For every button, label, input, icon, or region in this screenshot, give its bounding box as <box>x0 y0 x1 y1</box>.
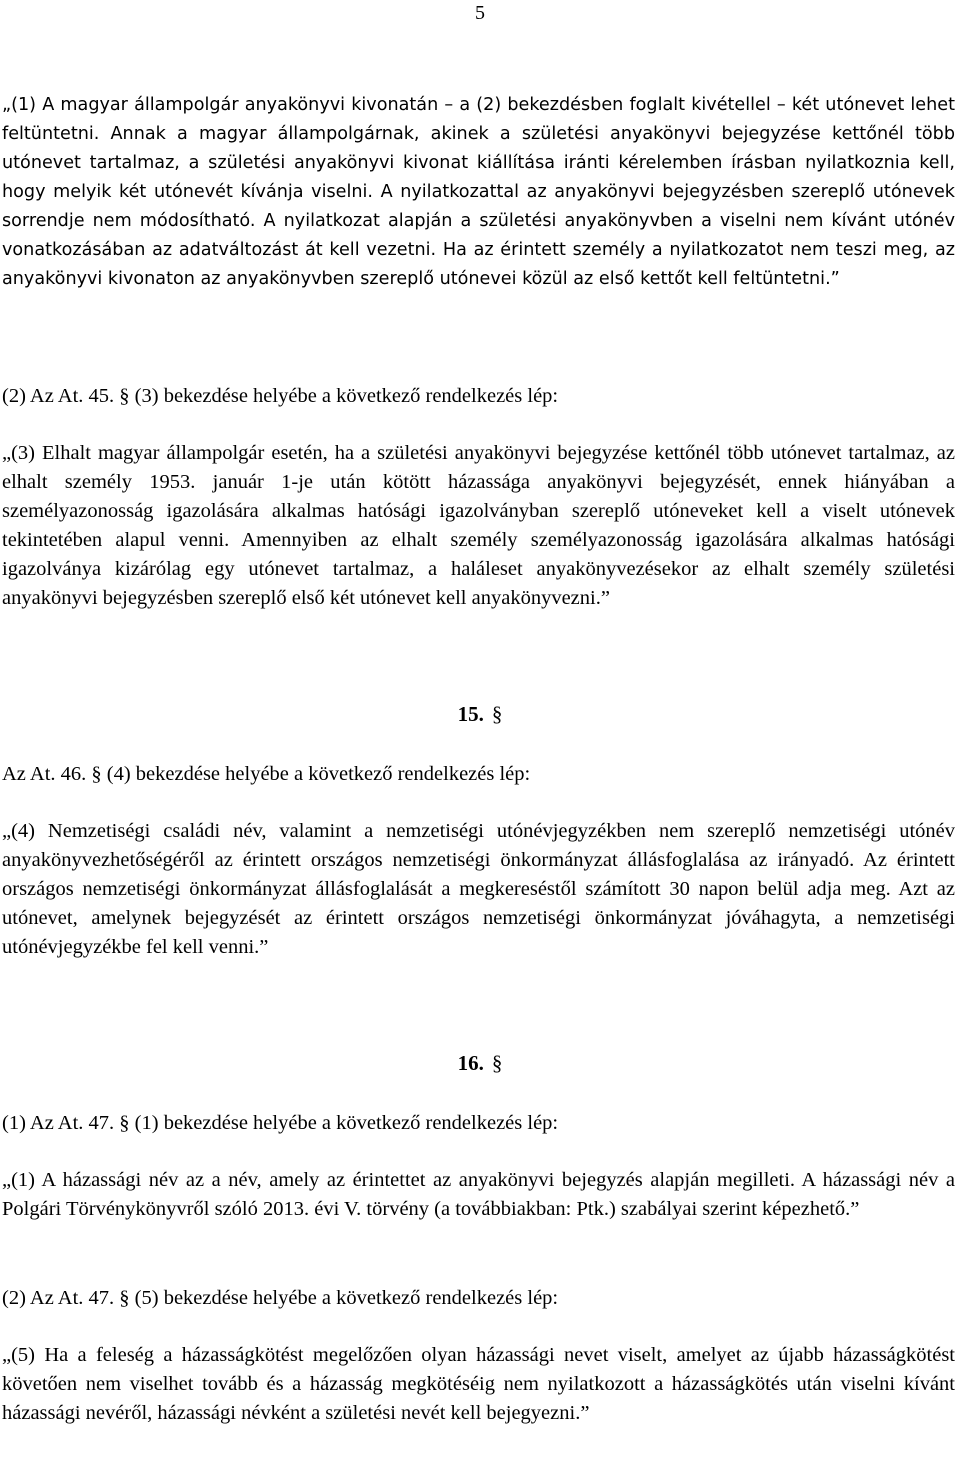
section-number: 15. <box>457 702 484 726</box>
section-heading-16 <box>0 1051 960 1076</box>
section-sign: § <box>491 1051 503 1075</box>
section-sign: § <box>491 702 503 726</box>
section-number: 16. <box>457 1051 484 1075</box>
paragraph-at-section-3: „(3) Elhalt magyar állampolgár esetén, ha a születési anyakönyvi bejegyzése kettőnél több utónevet tartalmaz, az elhalt személy 1953. január 1-je után kötött házassága anyakönyvi bejegyzését, ennek hiányában a személyazonosság igazolására alkalmas hatósági igazolványban szereplő utóneveket kell a viselt utónevek tekintetében alapul venni. Amennyiben az elhalt személy személyazonosság igazolására alkalmas hatósági igazolványa kizárólag egy utónevet tartalmaz, a haláleset anyakönyvezésekor az elhalt személy születési anyakönyvi bejegyzésben szereplő első két utónevet kell anyakönyvezni.” <box>2 442 955 609</box>
page-number: 5 <box>475 2 485 24</box>
section-heading-15 <box>0 702 960 727</box>
amendment-intro-47-1: (1) Az At. 47. § (1) bekezdése helyébe a következő rendelkezés lép: <box>2 1112 559 1134</box>
paragraph-at-47-1: „(1) A házassági név az a név, amely az érintettet az anyakönyvi bejegyzés alapján megilleti. A házassági név a Polgári Törvénykönyvről szóló 2013. évi V. törvény (a továbbiakban: Ptk.) szabályai szerint képezhető.” <box>2 1169 955 1220</box>
paragraph-at-47-5: „(5) Ha a feleség a házasságkötést megelőzően olyan házassági nevet viselt, amelyet az újabb házasságkötést követően nem viselhet tovább és a házasság megkötéséig nem nyilatkozott a házasságkötés után viselni kívánt házassági nevéről, házassági névként a születési nevét kell bejegyezni.” <box>2 1344 955 1424</box>
paragraph-at-section-4: „(4) Nemzetiségi családi név, valamint a nemzetiségi utónévjegyzékben nem szereplő nemzetiségi utónév anyakönyvezhetőségéről az érintett országos nemzetiségi önkormányzat állásfoglalása az irányadó. Az érintett országos nemzetiségi önkormányzat állásfoglalását a megkereséstől számított 30 napon belül adja meg. Azt az utónevet, amelynek bejegyzését az érintett országos nemzetiségi önkormányzat jóváhagyta, a nemzetiségi utónévjegyzékbe fel kell venni.” <box>2 820 955 958</box>
amendment-intro-46-4: Az At. 46. § (4) bekezdése helyébe a következő rendelkezés lép: <box>2 763 531 785</box>
amendment-intro-47-5: (2) Az At. 47. § (5) bekezdése helyébe a következő rendelkezés lép: <box>2 1287 559 1309</box>
paragraph-at-section-1: „(1) A magyar állampolgár anyakönyvi kivonatán – a (2) bekezdésben foglalt kivétellel – két utónevet lehet feltüntetni. Annak a magyar állampolgárnak, akinek a születési anyakönyvi bejegyzése kettőnél több utónevet tartalmaz, a születési anyakönyvi kivonat kiállítása iránti kérelemben írásban nyilatkoznia kell, hogy melyik két utónevét kívánja viselni. A nyilatkozattal az anyakönyvi bejegyzésben szereplő utónevek sorrendje nem módosítható. A nyilatkozat alapján a születési anyakönyvben a viselni nem kívánt utónév vonatkozásában az adatváltozást át kell vezetni. Ha az érintett személy a nyilatkozatot nem teszi meg, az anyakönyvi kivonaton az anyakönyvben szereplő utónevei közül az első kettőt kell feltüntetni.” <box>2 95 955 289</box>
amendment-intro-45-3: (2) Az At. 45. § (3) bekezdése helyébe a következő rendelkezés lép: <box>2 385 559 407</box>
